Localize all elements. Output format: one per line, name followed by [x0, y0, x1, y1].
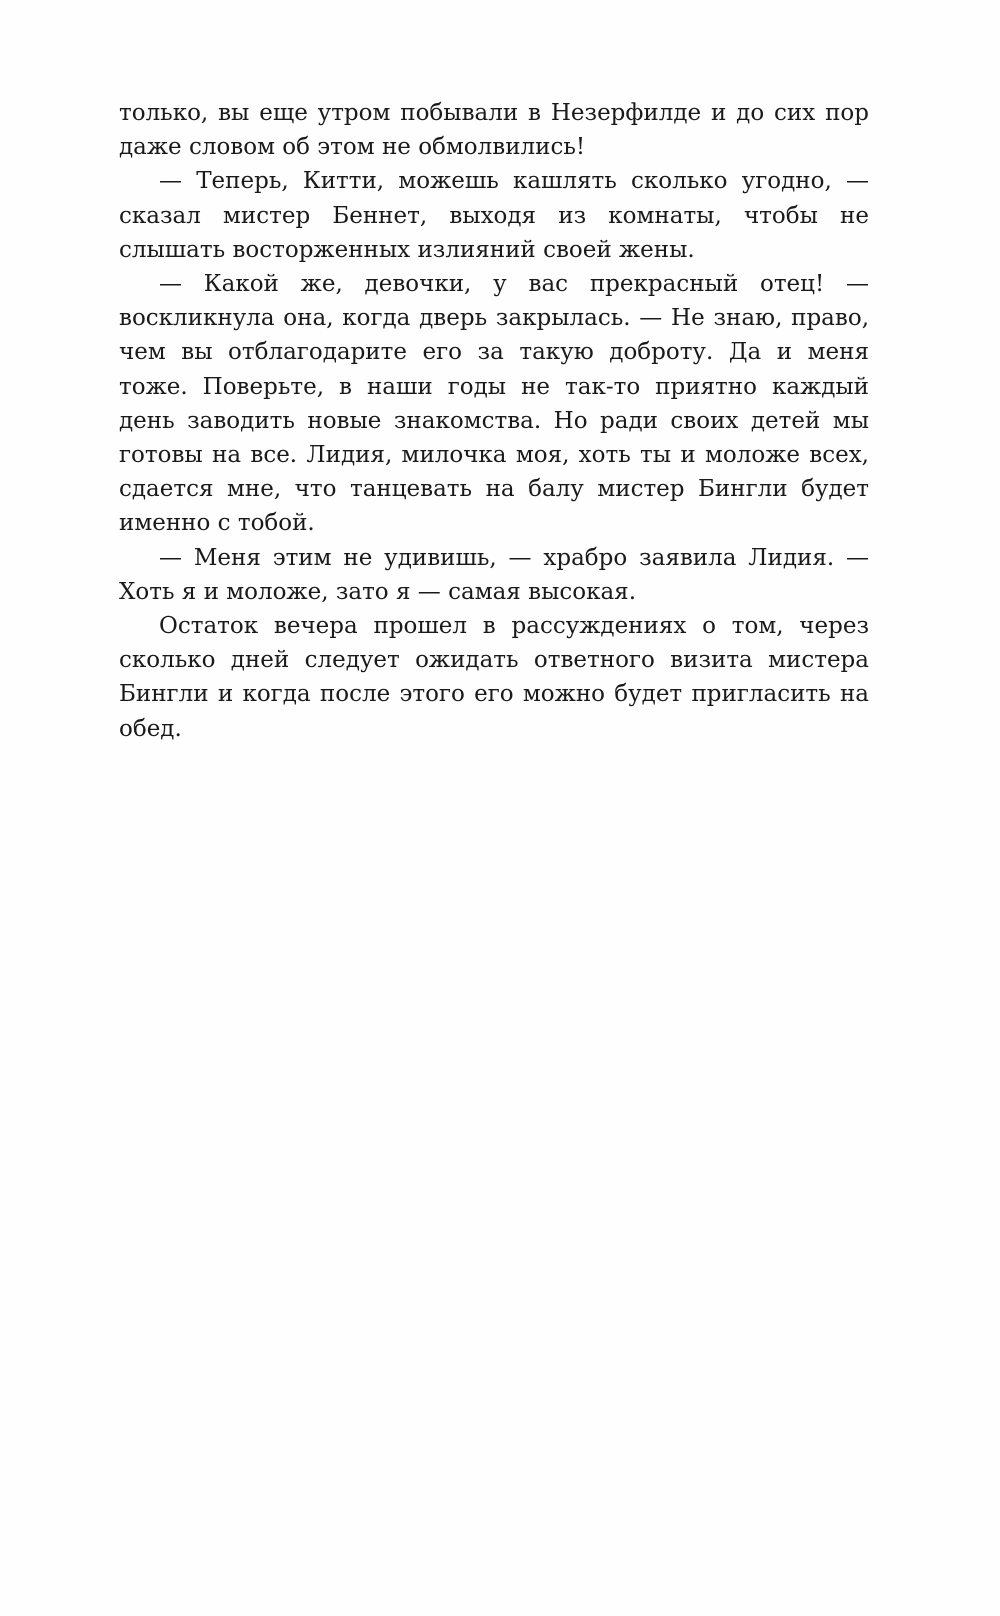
body-text: [119, 96, 869, 746]
paragraph-wonderful-father: — Какой же, девочки, у вас прекрасный отец! — воскликнула она, когда дверь закрылась. — Не знаю, право, чем вы отблагодарите его за такую доброту. Да и меня тоже. Поверьте, в наши годы не так-то приятно каждый день заводить новые знакомства. Но ради своих детей мы готовы на все. Лидия, милочка моя, хоть ты и моложе всех, сдается мне, что танцевать на балу мистер Бингли будет именно с тобой.: [119, 271, 869, 537]
paragraph-kitty-cough: — Теперь, Китти, можешь кашлять сколько угодно, — сказал мистер Беннет, выходя из комнаты, чтобы не слышать восторженных излияний своей жены.: [119, 168, 869, 263]
paragraph-lydia-reply: — Меня этим не удивишь, — храбро заявила Лидия. — Хоть я и моложе, зато я — самая высокая.: [119, 544, 869, 605]
paragraph-evening-remainder: Остаток вечера прошел в рассуждениях о том, через сколько дней следует ожидать ответного визита мистера Бингли и когда после этого его можно будет пригласить на обед.: [119, 613, 869, 742]
paragraph-continuation: только, вы еще утром побывали в Незерфилде и до сих пор даже словом об этом не обмолвились!: [119, 100, 869, 161]
